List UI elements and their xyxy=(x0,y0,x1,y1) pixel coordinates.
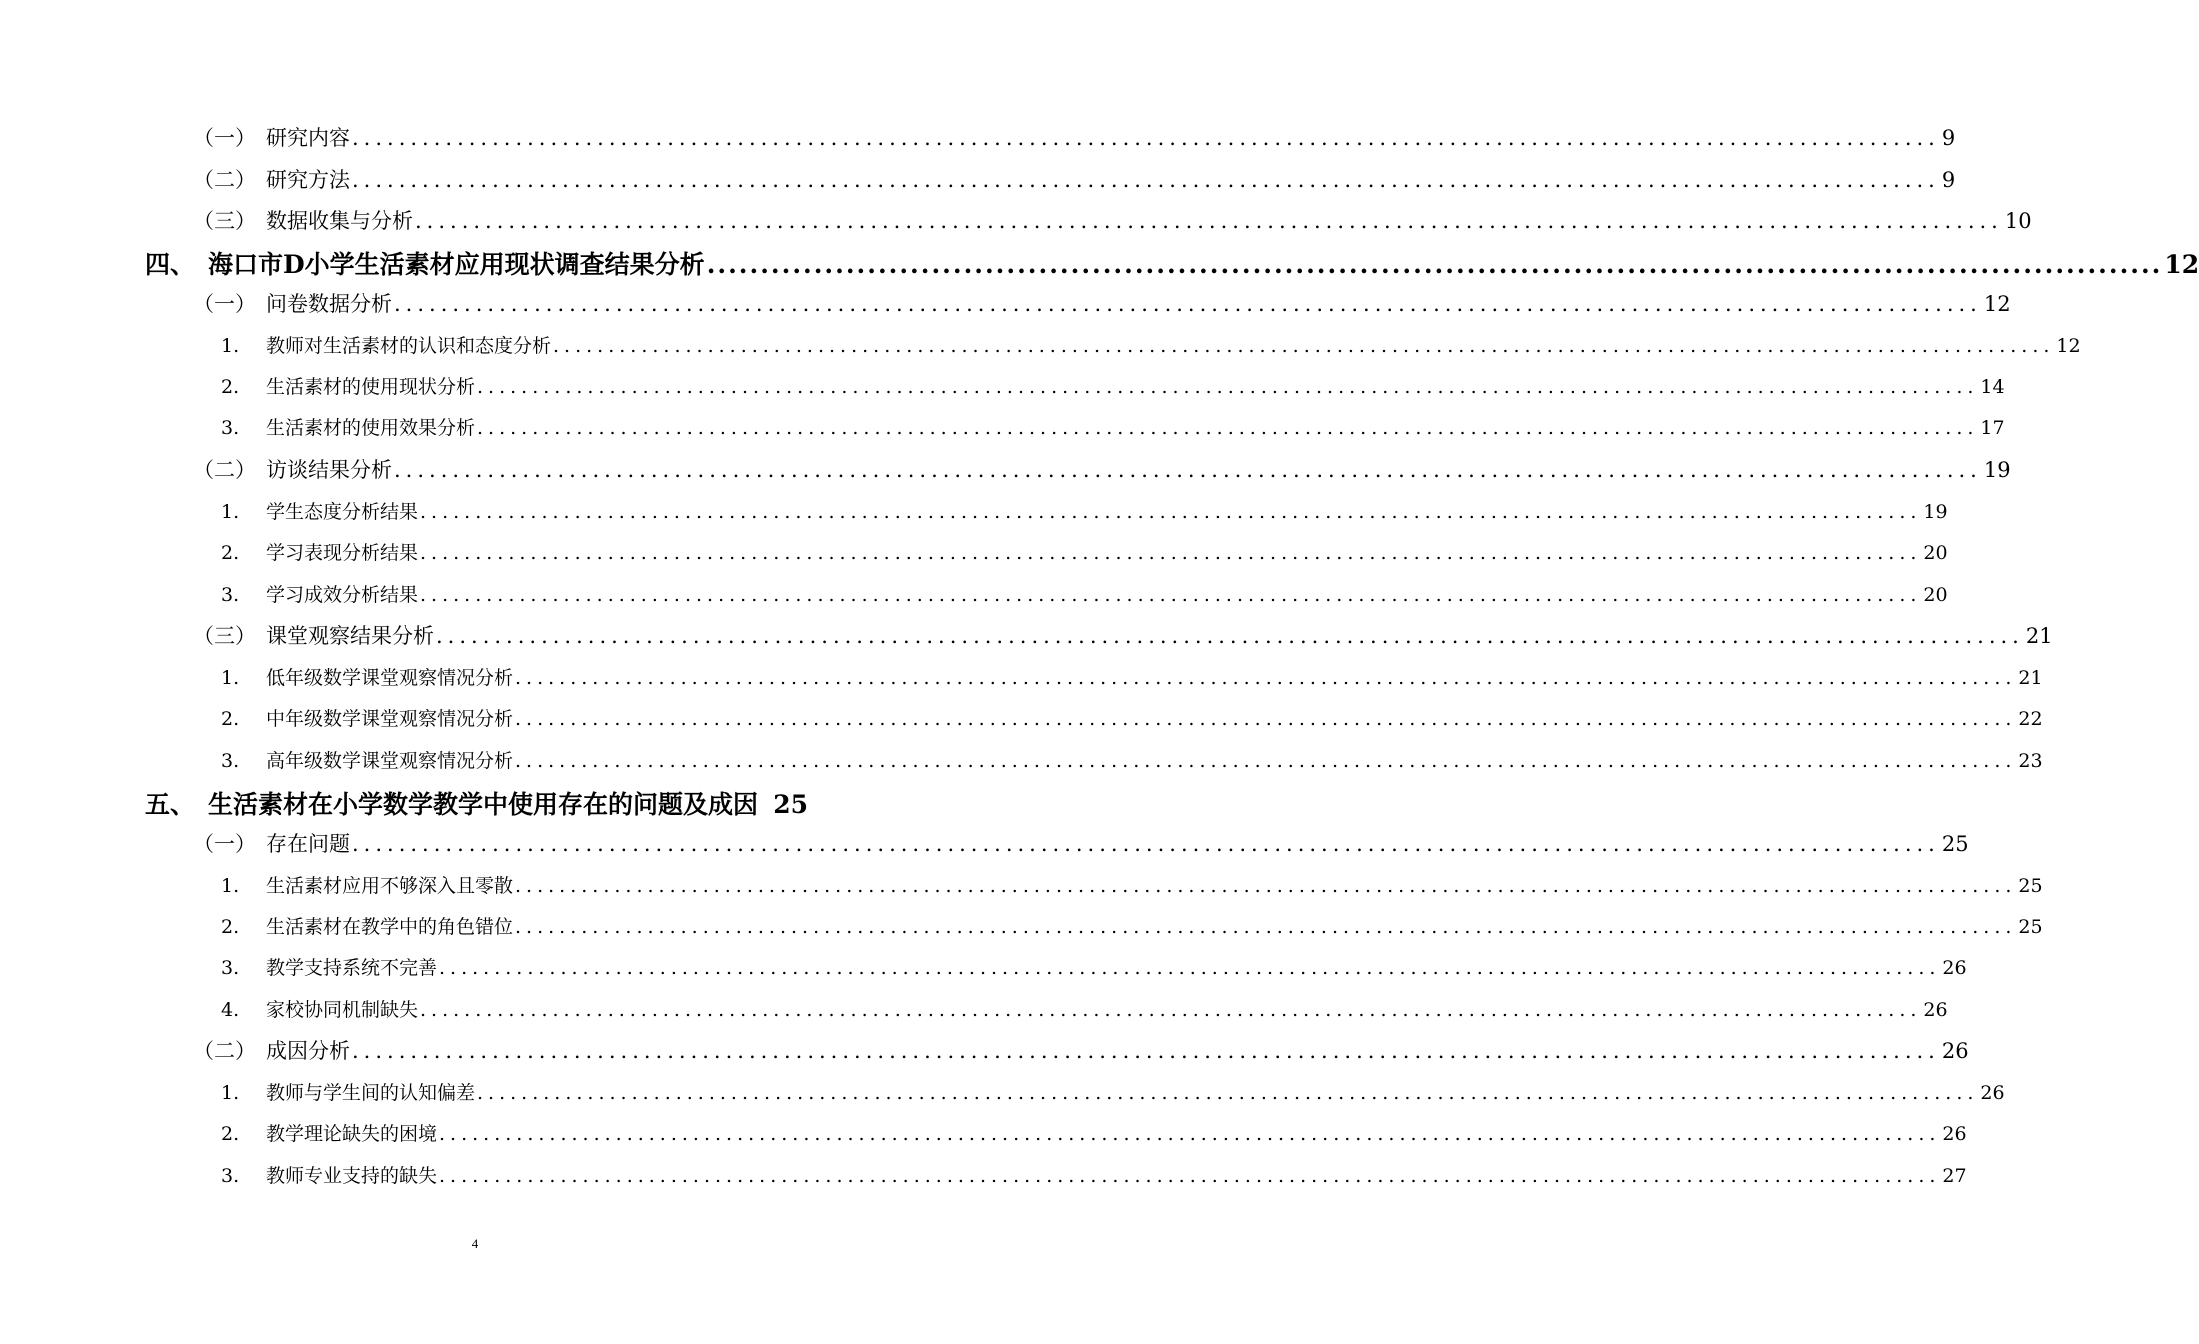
toc-entry-page: 26 xyxy=(1941,1039,1969,1063)
toc-entry[interactable] xyxy=(145,785,808,821)
toc-entry-page: 25 xyxy=(1941,832,1969,856)
toc-leader-dots: ........................................................................................................................................ xyxy=(439,1123,1941,1145)
toc-entry-number: （三） xyxy=(193,209,256,233)
toc-leader-dots: ........................................................................................................................................ xyxy=(415,209,2003,233)
toc-entry-title: 生活素材在小学数学教学中使用存在的问题及成因 xyxy=(208,790,759,819)
toc-entry[interactable] xyxy=(221,1119,1967,1146)
toc-entry[interactable] xyxy=(221,331,2081,358)
toc-entry-page: 23 xyxy=(2018,750,2043,772)
toc-entry-number: 2. xyxy=(221,376,240,398)
toc-entry[interactable] xyxy=(221,1161,1967,1188)
toc-entry-page: 26 xyxy=(1980,1082,2005,1104)
toc-leader-dots: ........................................................................................................................................ xyxy=(394,458,1982,482)
toc-entry-title: 家校协同机制缺失 xyxy=(266,999,419,1021)
toc-entry-title: 课堂观察结果分析 xyxy=(266,624,434,648)
toc-entry[interactable] xyxy=(221,413,2005,440)
toc-entry-number: 3. xyxy=(221,417,240,439)
toc-entry[interactable] xyxy=(145,245,2199,281)
toc-entry[interactable] xyxy=(221,372,2005,399)
toc-entry-page: 25 xyxy=(2018,916,2043,938)
toc-entry-title: 生活素材的使用现状分析 xyxy=(266,376,476,398)
toc-entry-page: 17 xyxy=(1980,417,2005,439)
toc-entry[interactable] xyxy=(193,454,2011,484)
toc-entry[interactable] xyxy=(221,704,2043,731)
toc-entry-number: 五、 xyxy=(145,790,196,819)
toc-entry-page: 19 xyxy=(1923,501,1948,523)
toc-entry-title: 学生态度分析结果 xyxy=(266,501,419,523)
toc-entry-page: 21 xyxy=(2018,667,2043,689)
toc-entry-number: 3. xyxy=(221,750,240,772)
toc-entry-page: 21 xyxy=(2025,624,2053,648)
toc-entry-title: 低年级数学课堂观察情况分析 xyxy=(266,667,514,689)
toc-entry[interactable] xyxy=(221,663,2043,690)
toc-entry[interactable] xyxy=(221,1078,2005,1105)
toc-leader-dots: ........................................................................................................................................ xyxy=(436,624,2024,648)
toc-entry[interactable] xyxy=(221,912,2043,939)
toc-entry-number: 3. xyxy=(221,957,240,979)
toc-entry-number: （一） xyxy=(193,292,256,316)
toc-entry[interactable] xyxy=(221,497,1948,524)
toc-entry-number: （一） xyxy=(193,126,256,150)
toc-entry-page: 22 xyxy=(2018,708,2043,730)
toc-entry-number: 2. xyxy=(221,708,240,730)
toc-entry[interactable] xyxy=(221,538,1948,565)
toc-entry-page: 26 xyxy=(1942,1123,1967,1145)
toc-entry-page: 26 xyxy=(1923,999,1948,1021)
toc-entry-number: 1. xyxy=(221,667,240,689)
toc-entry[interactable] xyxy=(193,164,1956,194)
toc-entry[interactable] xyxy=(193,205,2032,235)
toc-leader-dots: ........................................................................................................................................ xyxy=(439,1165,1941,1187)
toc-entry-number: 2. xyxy=(221,1123,240,1145)
toc-leader-dots: ........................................................................................................................................ xyxy=(420,542,1922,564)
toc-entry[interactable] xyxy=(193,828,1969,858)
toc-entry-number: 3. xyxy=(221,584,240,606)
toc-entry-page: 12 xyxy=(2056,335,2081,357)
toc-entry-title: 存在问题 xyxy=(266,832,350,856)
toc-entry[interactable] xyxy=(221,746,2043,773)
toc-leader-dots: ........................................................................................................................................ xyxy=(394,292,1982,316)
toc-leader-dots: ........................................................................................................................................ xyxy=(420,999,1922,1021)
toc-entry-page: 14 xyxy=(1980,376,2005,398)
toc-entry-title: 海口市D小学生活素材应用现状调查结果分析 xyxy=(208,250,705,279)
toc-entry-page: 9 xyxy=(1941,168,1956,192)
toc-entry-number: 1. xyxy=(221,501,240,523)
toc-entry-title: 学习成效分析结果 xyxy=(266,584,419,606)
toc-entry[interactable] xyxy=(193,1035,1969,1065)
toc-entry-page: 20 xyxy=(1923,542,1948,564)
toc-leader-dots: ........................................................................................................................................ xyxy=(515,750,2017,772)
toc-entry-page: 10 xyxy=(2004,209,2032,233)
toc-leader-dots: ........................................................................................................................................ xyxy=(352,168,1940,192)
toc-entry-title: 问卷数据分析 xyxy=(266,292,392,316)
toc-entry-title: 教学理论缺失的困境 xyxy=(266,1123,438,1145)
toc-entry-title: 研究方法 xyxy=(266,168,350,192)
toc-entry-number: 2. xyxy=(221,542,240,564)
toc-entry-page: 26 xyxy=(1942,957,1967,979)
toc-entry-number: 1. xyxy=(221,875,240,897)
toc-leader-dots: ........................................................................................................................................ xyxy=(515,916,2017,938)
toc-entry-number: （一） xyxy=(193,832,256,856)
toc-leader-dots: ........................................................................................................................................ xyxy=(515,667,2017,689)
toc-entry[interactable] xyxy=(221,953,1967,980)
toc-entry-title: 访谈结果分析 xyxy=(266,458,392,482)
toc-leader-dots: ........................................................................................................................................ xyxy=(553,335,2055,357)
toc-leader-dots: ........................................................................................................................................ xyxy=(477,1082,1979,1104)
toc-leader-dots: ........................................................................................................................................ xyxy=(352,1039,1940,1063)
toc-entry[interactable] xyxy=(193,122,1956,152)
toc-entry-number: （二） xyxy=(193,1039,256,1063)
toc-leader-dots: ........................................................................................................................................ xyxy=(477,417,1979,439)
toc-entry-title: 教师与学生间的认知偏差 xyxy=(266,1082,476,1104)
toc-entry-title: 教师对生活素材的认识和态度分析 xyxy=(266,335,552,357)
toc-leader-dots: ........................................................................................................................................ xyxy=(706,250,2163,279)
toc-entry-number: （二） xyxy=(193,168,256,192)
toc-entry-title: 学习表现分析结果 xyxy=(266,542,419,564)
toc-entry-number: 1. xyxy=(221,1082,240,1104)
toc-entry-page: 19 xyxy=(1983,458,2011,482)
toc-entry-number: （二） xyxy=(193,458,256,482)
toc-entry[interactable] xyxy=(221,580,1948,607)
toc-entry-title: 教师专业支持的缺失 xyxy=(266,1165,438,1187)
toc-leader-dots: ........................................................................................................................................ xyxy=(352,126,1940,150)
toc-entry-page: 12 xyxy=(2164,250,2199,279)
page-number: 4 xyxy=(471,1236,479,1251)
toc-entry-page: 20 xyxy=(1923,584,1948,606)
toc-entry-number: 1. xyxy=(221,335,240,357)
toc-entry-title: 教学支持系统不完善 xyxy=(266,957,438,979)
toc-entry-title: 成因分析 xyxy=(266,1039,350,1063)
toc-entry-page: 12 xyxy=(1983,292,2011,316)
toc-entry-number: 四、 xyxy=(145,250,196,279)
toc-entry-title: 研究内容 xyxy=(266,126,350,150)
toc-entry[interactable] xyxy=(221,995,1948,1022)
toc-leader-dots: ........................................................................................................................................ xyxy=(352,832,1940,856)
toc-entry[interactable] xyxy=(193,288,2011,318)
toc-entry-page: 25 xyxy=(2018,875,2043,897)
toc-entry-page: 25 xyxy=(773,790,808,819)
toc-entry[interactable] xyxy=(221,871,2043,898)
toc-leader-dots: ........................................................................................................................................ xyxy=(420,501,1922,523)
toc-leader-dots: ........................................................................................................................................ xyxy=(420,584,1922,606)
toc-leader-dots: ........................................................................................................................................ xyxy=(477,376,1979,398)
toc-entry-title: 高年级数学课堂观察情况分析 xyxy=(266,750,514,772)
toc-leader-dots: ........................................................................................................................................ xyxy=(439,957,1941,979)
toc-entry-title: 数据收集与分析 xyxy=(266,209,413,233)
toc-entry-number: （三） xyxy=(193,624,256,648)
toc-entry-title: 生活素材在教学中的角色错位 xyxy=(266,916,514,938)
toc-entry[interactable] xyxy=(193,620,2053,650)
toc-entry-title: 生活素材的使用效果分析 xyxy=(266,417,476,439)
toc-entry-number: 2. xyxy=(221,916,240,938)
toc-entry-page: 9 xyxy=(1941,126,1956,150)
toc-entry-number: 3. xyxy=(221,1165,240,1187)
toc-entry-title: 生活素材应用不够深入且零散 xyxy=(266,875,514,897)
toc-entry-number: 4. xyxy=(221,999,240,1021)
toc-entry-page: 27 xyxy=(1942,1165,1967,1187)
toc-entry-title: 中年级数学课堂观察情况分析 xyxy=(266,708,514,730)
toc-leader-dots: ........................................................................................................................................ xyxy=(515,708,2017,730)
toc-leader-dots: ........................................................................................................................................ xyxy=(515,875,2017,897)
